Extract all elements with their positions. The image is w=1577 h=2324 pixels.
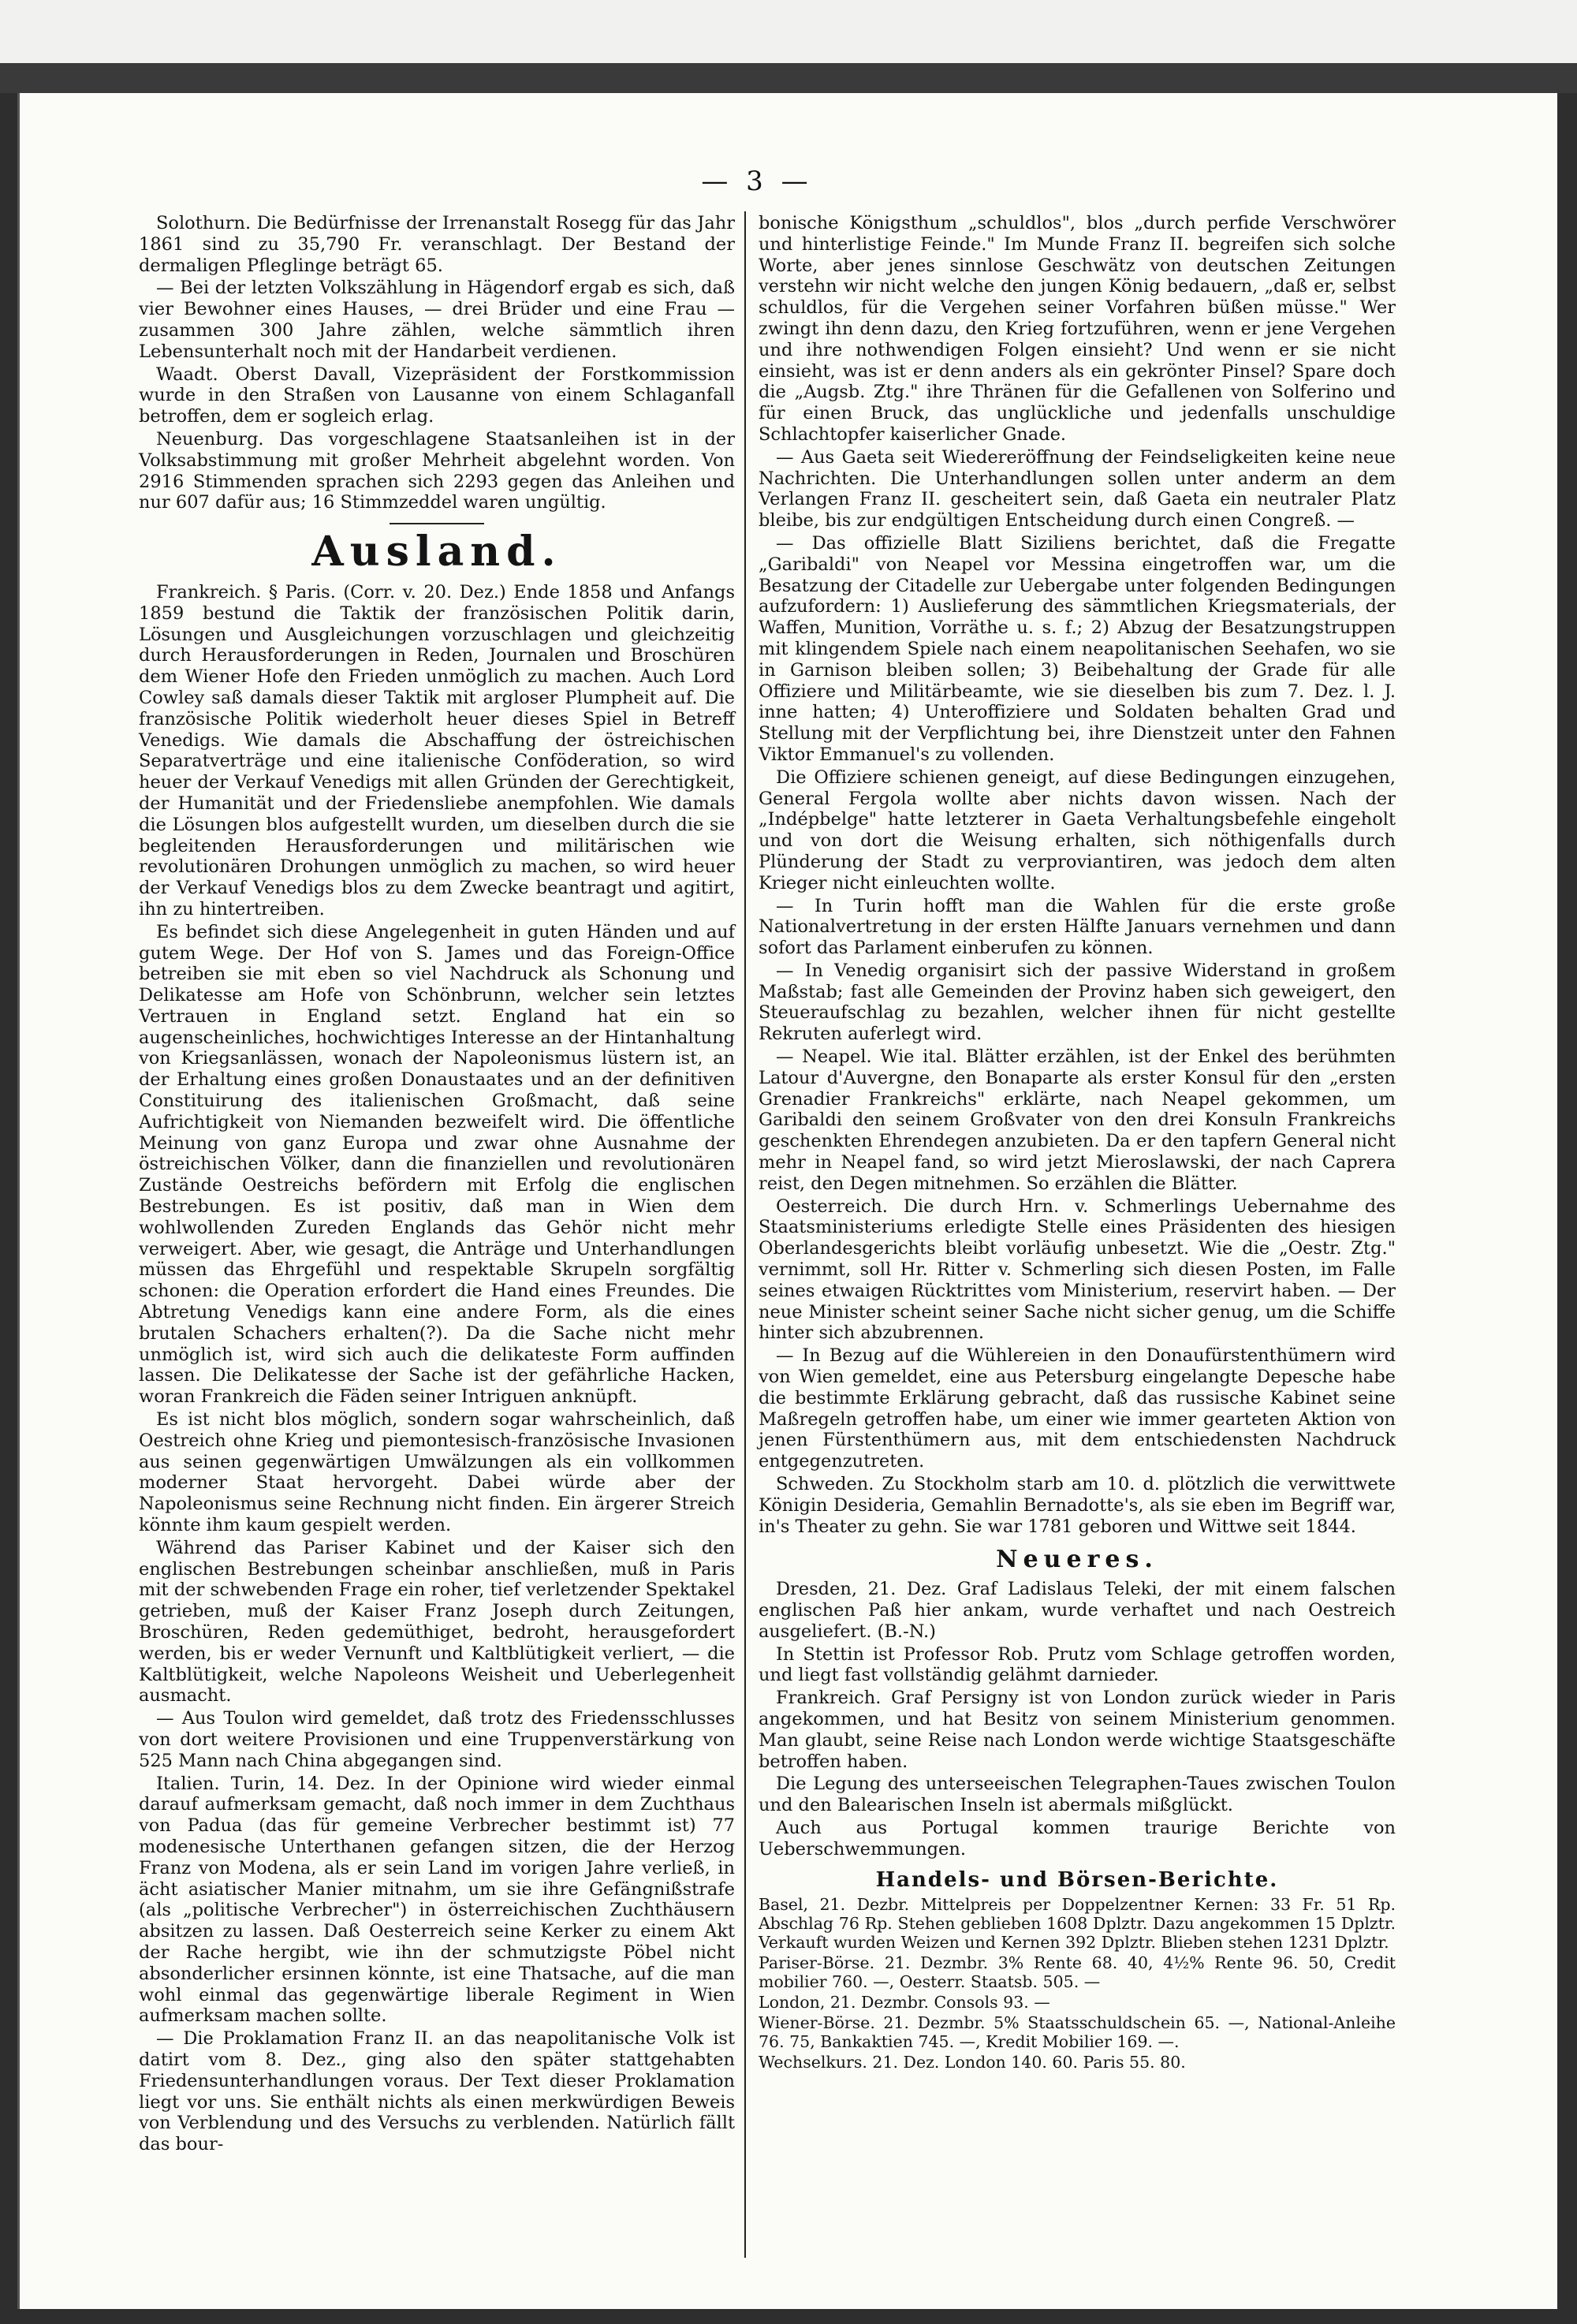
- article-frankreich-paris: Frankreich. § Paris. (Corr. v. 20. Dez.) Ende 1858 und Anfangs 1859 bestund die Taktik der französischen Politik darin, Lösungen und Ausgleichungen vorzuschlagen und gleichzeitig durch Herausforderungen in Reden, Journalen und Broschüren dem Wiener Hofe den Frieden unmöglich zu machen. Auch Lord Cowley saß damals dieser Taktik mit argloser Plumpheit auf. Die französische Politik wiederholt heuer dieses Spiel in Betreff Venedigs. Wie damals die Abschaffung der östreichischen Separatverträge und eine italienische Conföderation, so wird heuer der Verkauf Venedigs mit allen Gründen der Gerechtigkeit, der Humanität und der Friedensliebe anempfohlen. Wie damals die Lösungen blos aufgestellt wurden, um dieselben durch die sie begleitenden Herausforderungen und militärischen wie revolutionären Drohungen unmöglich zu machen, so wird heuer der Verkauf Venedigs blos zu dem Zwecke beantragt und agitirt, ihn zu hintertreiben.: [139, 581, 735, 920]
- article-sizilien: — Das offizielle Blatt Siziliens berichtet, daß die Fregatte „Garibaldi" von Neapel vor Messina eingetroffen war, um die Besatzung der Citadelle zur Uebergabe unter folgenden Bedingungen aufzufordern: 1) Auslieferung des sämmtlichen Kriegsmaterials, der Waffen, Munition, Vorräthe u. s. f.; 2) Abzug der Besatzungstruppen mit klingendem Spiele nach einem neapolitanischen Seehafen, wo sie in Garnison bleiben sollen; 3) Beibehaltung der Grade für alle Offiziere und Militärbeamte, wie sie dieselben bis zum 7. Dez. l. J. inne hatten; 4) Unteroffiziere und Soldaten behalten Grad und Stellung mit der Verpflichtung bei, ihre Dienstzeit unter den Fahnen Viktor Emmanuel's zu vollenden.: [759, 532, 1396, 765]
- market-paris: Pariser-Börse. 21. Dezmbr. 3% Rente 68. 40, 4½% Rente 96. 50, Credit mobilier 760. —, Oesterr. Staatsb. 505. —: [759, 1953, 1396, 1992]
- article-neuenburg: Neuenburg. Das vorgeschlagene Staatsanleihen ist in der Volksabstimmung mit großer Mehrheit abgelehnt worden. Von 2916 Stimmenden sprachen sich 2293 gegen das Anleihen und nur 607 dafür aus; 16 Stimmzeddel waren ungültig.: [139, 428, 735, 513]
- article-continuation: bonische Königsthum „schuldlos", blos „durch perfide Verschwörer und hinterlistige Feinde." Im Munde Franz II. begreifen sich solche Worte, aber jenes sinnlose Geschwätz von deutschen Zeitungen verstehn wir nicht welche den jungen König bedauern, „daß er, selbst schuldlos, für die Vergehen seiner Vorfahren büßen müsse." Wer zwingt ihn denn dazu, den Krieg fortzuführen, wenn er jene Vergehen und ihre nothwendigen Folgen einsieht? Und wenn er sie nicht einsieht, was ist er denn anders als ein gekrönter Pinsel? Spare doch die „Augsb. Ztg." ihre Thränen für die Gefallenen von Solferino und für einen Bruck, das unglückliche und jedenfalls unschuldige Schlachtopfer kaiserlicher Gnade.: [759, 213, 1396, 445]
- article-haegendorf: — Bei der letzten Volkszählung in Hägendorf ergab es sich, daß vier Bewohner eines Hauses, — drei Brüder und eine Frau — zusammen 300 Jahre zählen, welche sämmtlich ihren Lebensunterhalt noch mit der Handarbeit verdienen.: [139, 278, 735, 362]
- section-heading-ausland: Ausland.: [311, 528, 562, 576]
- market-wechselkurs: Wechselkurs. 21. Dez. London 140. 60. Paris 55. 80.: [759, 2053, 1186, 2072]
- market-wien: Wiener-Börse. 21. Dezmbr. 5% Staatsschuldschein 65. —, National-Anleihe 76. 75, Bankaktien 745. —, Kredit Mobilier 169. —.: [759, 2013, 1396, 2052]
- market-london: London, 21. Dezmbr. Consols 93. —: [759, 1993, 1050, 2013]
- article-paragraph: Es ist nicht blos möglich, sondern sogar wahrscheinlich, daß Oestreich ohne Krieg und piemontesisch-französische Invasionen aus seinen gegenwärtigen Umwälzungen als ein vollkommen moderner Staat hervorgeht. Dabei würde aber der Napoleonismus seine Rechnung nicht finden. Ein ärgerer Streich könnte ihm kaum gespielt werden.: [139, 1409, 735, 1536]
- article-waadt: Waadt. Oberst Davall, Vizepräsident der Forstkommission wurde in den Straßen von Lausanne von einem Schlaganfall betroffen, dem er sogleich erlag.: [139, 364, 735, 427]
- scan-background-top: [0, 0, 1577, 63]
- article-venedig: — In Venedig organisirt sich der passive Widerstand in großem Maßstab; fast alle Gemeinden der Provinz haben sich geweigert, den Steueraufschlag zu bezahlen, welcher ihnen für nicht gestellte Rekruten auferlegt wird.: [759, 960, 1396, 1045]
- article-frankreich-persigny: Frankreich. Graf Persigny ist von London zurück wieder in Paris angekommen, und hat Besitz von seinem Ministerium genommen. Man glaubt, seine Reise nach London werde wichtige Staatsgeschäfte betroffen haben.: [759, 1688, 1396, 1772]
- article-paragraph: Die Offiziere schienen geneigt, auf diese Bedingungen einzugehen, General Fergola wollte aber nichts davon wissen. Nach der „Indépbelge" hatte letzterer in Gaeta Verhaltungsbefehle eingeholt und von dort die Weisung erhalten, sich nöthigenfalls durch Plünderung der Stadt zu verproviantiren, was jedoch dem alten Krieger nicht einleuchten wollte.: [759, 767, 1396, 893]
- market-reports: [759, 1895, 1396, 2072]
- article-toulon: — Aus Toulon wird gemeldet, daß trotz des Friedensschlusses von dort weitere Provisionen und eine Truppenverstärkung von 525 Mann nach China abgegangen sind.: [139, 1708, 735, 1771]
- article-oesterreich: Oesterreich. Die durch Hrn. v. Schmerlings Uebernahme des Staatsministeriums erledigte Stelle eines Präsidenten des hiesigen Oberlandesgerichts bleibt vorläufig unbesetzt. Wie die „Oestr. Ztg." vernimmt, soll Hr. Ritter v. Schmerling sich diesen Posten, im Falle seines etwaigen Rücktrittes vom Ministerium, reservirt haben. — Der neue Minister scheint seiner Sache nicht sicher genug, um die Schiffe hinter sich abzubrennen.: [759, 1196, 1396, 1344]
- article-schweden: Schweden. Zu Stockholm starb am 10. d. plötzlich die verwittwete Königin Desideria, Gemahlin Bernadotte's, als sie eben im Begriff war, in's Theater zu gehn. Sie war 1781 geboren und Wittwe seit 1844.: [759, 1474, 1396, 1537]
- article-donaufuerstenthuemer: — In Bezug auf die Wühlereien in den Donaufürstenthümern wird von Wien gemeldet, eine aus Petersburg eingelangte Depesche habe die bestimmte Erklärung gebracht, daß das russische Kabinet seine Maßregeln getroffen habe, um einer wie immer gearteten Aktion von jenen Fürstenthümern aus, mit dem entschiedensten Nachdruck entgegenzutreten.: [759, 1345, 1396, 1472]
- left-column: [139, 213, 735, 2157]
- article-stettin: In Stettin ist Professor Rob. Prutz vom Schlage getroffen worden, und liegt fast vollständig gelähmt darnieder.: [759, 1643, 1396, 1686]
- article-telegraph: Die Legung des unterseeischen Telegraphen-Taues zwischen Toulon und den Balearischen Inseln ist abermals mißglückt.: [759, 1774, 1396, 1816]
- page-edge-shadow: [0, 63, 1577, 93]
- column-rule: [744, 211, 746, 2258]
- article-dresden: Dresden, 21. Dez. Graf Ladislaus Teleki, der mit einem falschen englischen Paß hier ankam, wurde verhaftet und nach Oestreich ausgeliefert. (B.-N.): [759, 1579, 1396, 1642]
- article-solothurn: Solothurn. Die Bedürfnisse der Irrenanstalt Rosegg für das Jahr 1861 sind zu 35,790 Fr. veranschlagt. Der Bestand der dermaligen Pfleglinge beträgt 65.: [139, 213, 735, 276]
- section-divider: [390, 523, 484, 524]
- article-turin: — In Turin hofft man die Wahlen für die erste große Nationalvertretung in der ersten Hälfte Januars vernehmen und dann sofort das Parlament einberufen zu können.: [759, 895, 1396, 959]
- article-paragraph: Es befindet sich diese Angelegenheit in guten Händen und auf gutem Wege. Der Hof von S. James und das Foreign-Office betreiben sie mit eben so viel Nachdruck als Schonung und Delikatesse am Hofe von Schönbrunn, welcher sein letztes Vertrauen in England setzt. England hat ein so augenscheinliches, hochwichtiges Interesse an der Hintanhaltung von Kriegsanlässen, wonach der Napoleonismus lüstern ist, an der Erhaltung eines großen Donaustaates und an der definitiven Constituirung des italienischen Großmacht, daß seine Aufrichtigkeit von Niemanden bezweifelt wird. Die öffentliche Meinung von ganz Europa und zwar ohne Ausnahme der östreichischen Völker, dann die finanziellen und revolutionären Zustände Oestreichs befördern mit Erfolg die englischen Bestrebungen. Es ist positiv, daß man in Wien dem wohlwollenden Zureden Englands das Gehör nicht mehr verweigert. Aber, wie gesagt, die Anträge und Unterhandlungen müssen das Ehrgefühl und respektable Skrupeln sorgfältig schonen: die Operation erfordert die Hand eines Freundes. Die Abtretung Venedigs kann eine andere Form, als die eines brutalen Schachers erhalten(?). Da die Sache nicht mehr unmöglich ist, wird sich auch die delikateste Form auffinden lassen. Die Delikatesse der Sache ist der gefährliche Hacken, woran Frankreich die Fäden seiner Intriguen anknüpft.: [139, 921, 735, 1408]
- article-proklamation: — Die Proklamation Franz II. an das neapolitanische Volk ist datirt vom 8. Dez., ging also den später stattgehabten Friedensunterhandlungen voraus. Der Text dieser Proklamation liegt vor uns. Sie enthält nichts als einen merkwürdigen Beweis von Verblendung und des Versuchs zu verblenden. Natürlich fällt das bour-: [139, 2028, 735, 2155]
- article-gaeta: — Aus Gaeta seit Wiedereröffnung der Feindseligkeiten keine neue Nachrichten. Die Unterhandlungen sollen unter anderm an dem Verlangen Franz II. gescheitert sein, daß Gaeta ein neutraler Platz bleibe, bis zur endgültigen Entscheidung durch einen Congreß. —: [759, 446, 1396, 532]
- section-heading-neueres: Neueres.: [996, 1546, 1158, 1574]
- article-neapel: — Neapel. Wie ital. Blätter erzählen, ist der Enkel des berühmten Latour d'Auvergne, den Bonaparte als erster Konsul für den „ersten Grenadier Frankreichs" erklärte, nach Neapel gekommen, um Garibaldi den seinem Großvater von den drei Konsuln Frankreichs geschenkten Ehrendegen anzubieten. Da er den tapfern General nicht mehr in Neapel fand, so wird jetzt Mieroslawski, der nach Caprera reist, den Degen mitnehmen. So erzählen die Blätter.: [759, 1046, 1396, 1194]
- page-number: — 3 —: [701, 166, 813, 197]
- market-basel: Basel, 21. Dezbr. Mittelpreis per Doppelzentner Kernen: 33 Fr. 51 Rp. Abschlag 76 Rp. Stehen geblieben 1608 Dplztr. Dazu angekommen 15 Dplztr. Verkauft wurden Weizen und Kernen 392 Dplztr. Blieben stehen 1231 Dplztr.: [759, 1895, 1396, 1953]
- article-portugal: Auch aus Portugal kommen traurige Berichte von Ueberschwemmungen.: [759, 1817, 1396, 1860]
- article-paragraph: Während das Pariser Kabinet und der Kaiser sich den englischen Bestrebungen scheinbar anschließen, muß in Paris mit der schwebenden Frage ein roher, tief verletzender Spektakel getrieben, muß der Kaiser Franz Joseph durch Zeitungen, Broschüren, Reden gedemüthiget, bedroht, herausgefordert werden, bis er weder Vernunft und Kaltblütigkeit verliert, — die Kaltblütigkeit, welche Napoleons Weisheit und Ueberlegenheit ausmacht.: [139, 1537, 735, 1707]
- right-column: [759, 213, 1396, 2073]
- section-heading-handel: Handels- und Börsen-Berichte.: [875, 1867, 1279, 1892]
- article-italien-turin: Italien. Turin, 14. Dez. In der Opinione wird wieder einmal darauf aufmerksam gemacht, daß noch immer in dem Zuchthaus von Padua (das für gemeine Verbrecher bestimmt ist) 77 modenesische Unterthanen gefangen sitzen, die der Herzog Franz von Modena, als er sein Land im vorigen Jahre verließ, in ächt asiatischer Manier mitnahm, um sie ihre Gefängnißstrafe (als „politische Verbrecher") in österreichischen Zuchthäusern absitzen zu lassen. Daß Oesterreich seine Kerker zu einem Akt der Rache hergibt, wie ihn der schmutzigste Pöbel nicht absonderlicher ersinnen könnte, ist eine Thatsache, auf die man wohl einmal das gegenwärtige liberale Regiment in Wien aufmerksam machen sollte.: [139, 1773, 735, 2027]
